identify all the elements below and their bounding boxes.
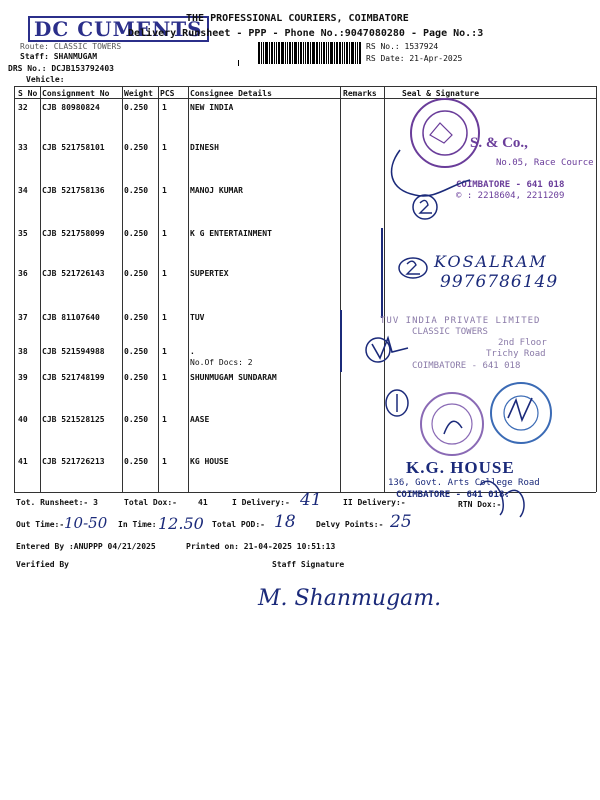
cell-cons: CJB 521726143 — [42, 269, 105, 278]
barcode-bar — [349, 42, 350, 64]
cell-name: KG HOUSE — [190, 457, 229, 466]
printed-on: Printed on: 21-04-2025 10:51:13 — [186, 542, 336, 551]
total-dox-value: 41 — [198, 498, 208, 507]
cell-pcs: 1 — [162, 415, 167, 424]
staff-signature-label: Staff Signature — [272, 560, 345, 569]
barcode-bar — [269, 42, 270, 64]
barcode-bar — [316, 42, 318, 64]
kg-house-stamp-address: 136, Govt. Arts College Road — [388, 478, 540, 488]
cell-wt: 0.250 — [124, 373, 149, 382]
runsheet-title-line: Delivery Runsheet - PPP - Phone No.:9047080280 - Page No.:3 — [128, 28, 484, 39]
signature-marks-41 — [470, 465, 540, 520]
margin-line-37 — [340, 310, 342, 372]
cell-cons: CJB 521748199 — [42, 373, 105, 382]
tuv-stamp-line2: CLASSIC TOWERS — [412, 327, 488, 337]
barcode-bar — [258, 42, 260, 64]
col-header-sno: S No — [18, 89, 38, 98]
handwritten-phone-36: 9976786149 — [440, 272, 559, 292]
barcode-bar — [351, 42, 354, 64]
col-header-consignee: Consignee Details — [190, 89, 272, 98]
cell-name: . — [190, 347, 195, 356]
barcode-bar — [298, 42, 299, 64]
barcode-bar — [312, 42, 315, 64]
staff-label: Staff: SHANMUGAM — [20, 52, 98, 61]
cell-sno: 34 — [18, 186, 28, 195]
table-col-border-0 — [14, 86, 15, 492]
cell-sno: 37 — [18, 313, 28, 322]
cell-sno: 33 — [18, 143, 28, 152]
total-dox-label: Total Dox:- — [124, 498, 177, 507]
cell-sno: 35 — [18, 229, 28, 238]
cell-wt: 0.250 — [124, 186, 149, 195]
barcode-bar — [307, 42, 309, 64]
margin-line-35 — [381, 228, 383, 318]
delvy-points-label: Delvy Points:- — [316, 520, 384, 529]
delvy-points-hand: 25 — [390, 512, 412, 532]
barcode-tick — [238, 60, 239, 66]
barcode-bar — [300, 42, 302, 64]
cell-wt: 0.250 — [124, 143, 149, 152]
rs-date-label: RS Date: 21-Apr-2025 — [366, 54, 463, 63]
cell-cons: CJB 80980824 — [42, 103, 100, 112]
ii-delivery-label: II Delivery:- — [343, 498, 406, 507]
table-col-border-4 — [188, 86, 189, 492]
out-time-hand: 10-50 — [64, 514, 108, 532]
rs-no-label: RS No.: 1537924 — [366, 42, 439, 51]
table-col-border-2 — [122, 86, 123, 492]
cell-pcs: 1 — [162, 313, 167, 322]
cell-cons: CJB 521758101 — [42, 143, 105, 152]
cell-cons: CJB 521758136 — [42, 186, 105, 195]
barcode-bar — [276, 42, 277, 64]
cell-cons: CJB 521726213 — [42, 457, 105, 466]
cell-sno: 41 — [18, 457, 28, 466]
barcode-bar — [303, 42, 304, 64]
cell-pcs: 1 — [162, 269, 167, 278]
col-header-seal-signature: Seal & Signature — [402, 89, 480, 98]
tot-runsheet: Tot. Runsheet:- 3 — [16, 498, 98, 507]
tuv-stamp-line5: COIMBATORE - 641 018 — [412, 361, 521, 371]
cell-sno: 40 — [18, 415, 28, 424]
circular-seal-40 — [416, 388, 488, 460]
signature-marks-33 — [380, 145, 480, 225]
in-time-hand: 12.50 — [158, 514, 204, 533]
table-col-border-5 — [340, 86, 341, 492]
rs-company-phone: © : 2218604, 2211209 — [456, 191, 565, 201]
barcode-bar — [261, 42, 262, 64]
barcode-bar — [355, 42, 356, 64]
table-col-border-1 — [40, 86, 41, 492]
cell-cons: CJB 521758099 — [42, 229, 105, 238]
cell-wt: 0.250 — [124, 457, 149, 466]
cell-pcs: 1 — [162, 103, 167, 112]
barcode-bar — [326, 42, 327, 64]
cell-name: DINESH — [190, 143, 219, 152]
company-title: THE PROFESSIONAL COURIERS, COIMBATORE — [186, 13, 409, 24]
rs-company-city: COIMBATORE - 641 018 — [456, 180, 565, 190]
in-time-label: In Time: — [118, 520, 157, 529]
verified-by: Verified By — [16, 560, 69, 569]
cell-pcs: 1 — [162, 186, 167, 195]
cell-pcs: 1 — [162, 229, 167, 238]
tuv-stamp-line3: 2nd Floor — [498, 338, 547, 348]
tuv-stamp-line4: Trichy Road — [486, 349, 546, 359]
barcode-bar — [359, 42, 361, 64]
cell-name: SUPERTEX — [190, 269, 229, 278]
barcode-bar — [323, 42, 325, 64]
barcode-bar — [357, 42, 358, 64]
tuv-stamp-line1: TUV INDIA PRIVATE LIMITED — [380, 316, 541, 326]
barcode-bar — [336, 42, 338, 64]
rtn-dox-label: RTN Dox:- — [458, 500, 502, 509]
handwritten-name-36: KOSALRAM — [434, 252, 548, 271]
table-col-border-7 — [596, 86, 597, 492]
circled-two-36 — [396, 255, 430, 281]
barcode-bar — [285, 42, 286, 64]
barcode-bar — [263, 42, 264, 64]
cell-cons: CJB 81107640 — [42, 313, 100, 322]
col-header-consignment: Consignment No — [42, 89, 110, 98]
rs-company-address: No.05, Race Cource — [496, 158, 594, 168]
barcode-bar — [330, 42, 333, 64]
cell-extra: No.Of Docs: 2 — [190, 358, 253, 367]
documents-stamp: DC CUMENTS — [28, 16, 209, 42]
barcode-bar — [310, 42, 311, 64]
barcode-bar — [265, 42, 268, 64]
total-pod-hand: 18 — [274, 512, 296, 532]
signature-marks-37-38 — [358, 330, 418, 370]
total-pod-label: Total POD:- — [212, 520, 265, 529]
barcode-bar — [274, 42, 275, 64]
barcode-bar — [287, 42, 288, 64]
barcode-bar — [278, 42, 280, 64]
barcode — [258, 42, 362, 64]
barcode-bar — [305, 42, 306, 64]
route-label: Route: CLASSIC TOWERS — [20, 42, 122, 51]
cell-wt: 0.250 — [124, 229, 149, 238]
cell-name: SHUNMUGAM SUNDARAM — [190, 373, 277, 382]
barcode-bar — [289, 42, 291, 64]
cell-name: NEW INDIA — [190, 103, 234, 112]
barcode-bar — [294, 42, 297, 64]
cell-sno: 38 — [18, 347, 28, 356]
table-header-border — [14, 98, 596, 99]
barcode-bar — [292, 42, 293, 64]
cell-name: K G ENTERTAINMENT — [190, 229, 272, 238]
drs-label: DRS No.: DCJB153792403 — [8, 64, 114, 73]
circular-seal-40-blue — [486, 378, 556, 448]
cell-pcs: 1 — [162, 373, 167, 382]
cell-wt: 0.250 — [124, 269, 149, 278]
kg-house-stamp-title: K.G. HOUSE — [406, 458, 515, 477]
cell-wt: 0.250 — [124, 313, 149, 322]
barcode-bar — [344, 42, 345, 64]
cell-wt: 0.250 — [124, 103, 149, 112]
cell-name: MANOJ KUMAR — [190, 186, 243, 195]
barcode-bar — [271, 42, 273, 64]
table-col-border-3 — [158, 86, 159, 492]
table-top-border — [14, 86, 596, 87]
out-time-label: Out Time:- — [16, 520, 65, 529]
vehicle-label: Vehicle: — [26, 75, 65, 84]
barcode-bar — [328, 42, 329, 64]
cell-sno: 36 — [18, 269, 28, 278]
barcode-bar — [334, 42, 335, 64]
circled-one-39 — [382, 388, 412, 418]
cell-pcs: 1 — [162, 143, 167, 152]
cell-pcs: 1 — [162, 457, 167, 466]
barcode-bar — [342, 42, 343, 64]
entered-by: Entered By :ANUPPP 04/21/2025 — [16, 542, 156, 551]
col-header-remarks: Remarks — [343, 89, 377, 98]
cell-name: TUV — [190, 313, 205, 322]
cell-sno: 32 — [18, 103, 28, 112]
cell-wt: 0.250 — [124, 347, 149, 356]
cell-cons: CJB 521594988 — [42, 347, 105, 356]
kg-house-stamp-city: COIMBATORE - 641 018. — [396, 490, 510, 500]
staff-signature-hand: M. Shanmugam. — [258, 586, 442, 611]
barcode-bar — [319, 42, 320, 64]
i-delivery-hand: 41 — [300, 490, 322, 510]
cell-sno: 39 — [18, 373, 28, 382]
rs-company-stamp: S. & Co., — [470, 135, 528, 151]
i-delivery-label: I Delivery:- — [232, 498, 290, 507]
barcode-bar — [339, 42, 341, 64]
col-header-weight: Weight — [124, 89, 153, 98]
barcode-bar — [321, 42, 322, 64]
barcode-bar — [346, 42, 348, 64]
cell-name: AASE — [190, 415, 210, 424]
col-header-pcs: PCS — [160, 89, 175, 98]
cell-pcs: 1 — [162, 347, 167, 356]
barcode-bar — [281, 42, 284, 64]
cell-wt: 0.250 — [124, 415, 149, 424]
cell-cons: CJB 521528125 — [42, 415, 105, 424]
